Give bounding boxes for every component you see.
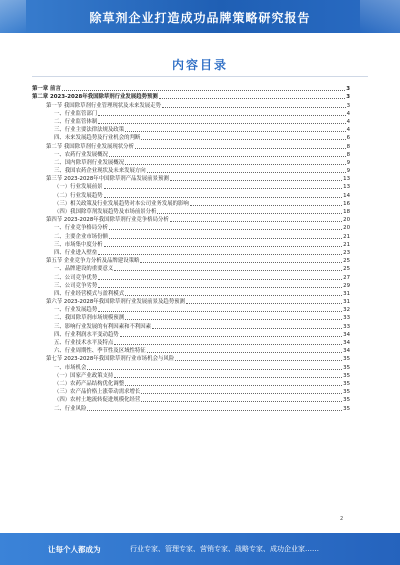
toc-entry-title: 第三节 2023-2028年中国除草剂产品发展前景预测: [46, 176, 169, 183]
toc-entry-title: 第五节 企业竞争力分析及品牌建设策略: [46, 258, 140, 265]
toc-entry[interactable]: [32, 166, 350, 174]
toc-entry-title: 二、行业监管体制: [54, 118, 98, 125]
toc-entry-title: 三、市场集中度分析: [54, 241, 103, 248]
toc-entry[interactable]: [32, 281, 350, 289]
toc-entry-title: 一、市场机会: [54, 364, 87, 371]
toc-entry[interactable]: [32, 338, 350, 346]
toc-leader-dots: [109, 155, 346, 157]
toc-entry-page: 3: [346, 94, 350, 101]
toc-entry[interactable]: [32, 379, 350, 387]
report-title: 除草剂企业打造成功品牌策略研究报告: [89, 11, 311, 25]
toc-entry-title: （二）行业发展趋势: [54, 192, 103, 199]
toc-entry[interactable]: [32, 133, 350, 141]
toc-entry-page: 13: [343, 184, 350, 191]
toc-entry-page: 21: [343, 233, 350, 240]
toc-entry-title: （三）农产品价格上涨带动需求增长: [54, 389, 141, 396]
toc-entry-title: （一）行业发展前景: [54, 184, 103, 191]
toc-entry[interactable]: [32, 141, 350, 149]
toc-heading: 内容目录: [171, 58, 228, 72]
toc-entry-page: 4: [346, 118, 350, 125]
toc-entry-page: 35: [343, 389, 350, 396]
toc-leader-dots: [147, 171, 346, 173]
toc-leader-dots: [98, 278, 342, 280]
toc-entry-title: 四、行业进入壁垒: [54, 249, 98, 256]
toc-entry-title: 二、国内除草剂行业发展概况: [54, 159, 125, 166]
toc-leader-dots: [175, 359, 342, 361]
toc-leader-dots: [141, 392, 342, 394]
toc-leader-dots: [125, 318, 342, 320]
toc-entry[interactable]: [32, 354, 350, 362]
toc-entry-page: 35: [343, 397, 350, 404]
toc-entry-page: 9: [346, 159, 350, 166]
toc-leader-dots: [190, 204, 342, 206]
toc-entry-page: 32: [343, 307, 350, 314]
toc-entry[interactable]: [32, 403, 350, 411]
toc-entry-page: 33: [343, 315, 350, 322]
toc-entry-page: 35: [343, 405, 350, 412]
toc-entry[interactable]: [32, 84, 350, 92]
toc-entry-page: 4: [346, 110, 350, 117]
toc-entry[interactable]: [32, 199, 350, 207]
toc-entry[interactable]: [32, 297, 350, 305]
toc-leader-dots: [125, 294, 342, 296]
toc-entry-title: 一、品牌建设的重要意义: [54, 266, 114, 273]
toc-leader-dots: [62, 89, 345, 91]
toc-entry[interactable]: [32, 362, 350, 370]
toc-leader-dots: [141, 400, 342, 402]
toc-entry[interactable]: [32, 313, 350, 321]
toc-entry-page: 35: [343, 364, 350, 371]
toc-leader-dots: [114, 269, 342, 271]
toc-leader-dots: [87, 409, 342, 411]
toc-entry-page: 31: [343, 299, 350, 306]
toc-entry-title: 一、行业发展趋势: [54, 307, 98, 314]
toc-entry-page: 34: [343, 340, 350, 346]
toc-entry[interactable]: [32, 248, 350, 256]
toc-entry-title: 第六节 2023-2028年我国除草剂行业发展前景及趋势预测: [46, 299, 185, 306]
toc-leader-dots: [157, 212, 342, 214]
toc-entry-title: （二）农药产品结构优化调整: [54, 380, 125, 387]
toc-entry-page: 35: [343, 372, 350, 379]
toc-entry-page: 31: [343, 290, 350, 297]
toc-leader-dots: [104, 196, 343, 198]
toc-entry-page: 35: [343, 380, 350, 387]
toc-leader-dots: [114, 376, 342, 378]
toc-entry[interactable]: [32, 174, 350, 182]
toc-leader-dots: [98, 114, 345, 116]
toc-entry-title: 二、行业风险: [54, 405, 87, 412]
toc-entry[interactable]: [32, 395, 350, 403]
toc-divider: [32, 76, 368, 77]
toc-entry-title: 第四节 2023-2028年我国除草剂行业竞争格局分析: [46, 217, 169, 224]
toc-entry-title: 三、我国农药企业现状及未来发展方向: [54, 168, 146, 175]
toc-leader-dots: [152, 327, 342, 329]
toc-entry[interactable]: [32, 346, 350, 354]
toc-leader-dots: [109, 228, 342, 230]
toc-entry-page: 3: [346, 86, 350, 93]
toc-entry[interactable]: [32, 100, 350, 108]
toc-entry-page: 23: [343, 249, 350, 256]
toc-leader-dots: [87, 368, 342, 370]
toc-entry[interactable]: [32, 109, 350, 117]
toc-leader-dots: [162, 106, 346, 108]
toc-entry-title: 四、未来发展趋势及行业机会的判断: [54, 135, 141, 142]
toc-entry[interactable]: [32, 231, 350, 239]
toc-entry-page: 35: [343, 356, 350, 363]
toc-entry-title: 一、行业监管部门: [54, 110, 98, 117]
page-header: [0, 0, 400, 33]
toc-leader-dots: [104, 245, 343, 247]
toc-entry-title: 二、主要企业市场份额: [54, 233, 108, 240]
toc-leader-dots: [98, 122, 345, 124]
toc-leader-dots: [114, 343, 342, 345]
toc-entry-page: 33: [343, 323, 350, 330]
toc-entry-page: 3: [346, 102, 350, 109]
toc-leader-dots: [170, 220, 342, 222]
toc-entry[interactable]: [32, 215, 350, 223]
toc-entry[interactable]: [32, 371, 350, 379]
toc-entry[interactable]: [32, 182, 350, 190]
toc-entry-page: 9: [346, 168, 350, 175]
toc-entry-title: 第二节 我国除草剂行业发展现状分析: [46, 143, 134, 150]
toc-entry-title: 第二章 2023-2028年我国除草剂行业发展趋势预测: [32, 94, 158, 101]
toc-entry[interactable]: [32, 264, 350, 272]
toc-entry-page: 21: [343, 241, 350, 248]
toc-entry-page: 18: [343, 209, 350, 215]
footer-slogan: 让每个人都成为: [48, 545, 101, 554]
toc-leader-dots: [147, 351, 342, 353]
toc-entry-title: （一）国家产业政策支持: [54, 372, 114, 379]
toc-leader-dots: [135, 147, 346, 149]
toc-entry[interactable]: [32, 240, 350, 248]
toc-entry-title: 四、行业经营模式与盈利模式: [54, 290, 125, 297]
toc-leader-dots: [98, 286, 342, 288]
toc-entry-title: 二、公司竞争优势: [54, 274, 98, 281]
toc-entry[interactable]: [32, 387, 350, 395]
toc-entry-title: （三）相关政策及行业发展趋势对本公司业务发展的影响: [54, 200, 189, 207]
toc-entry-page: 34: [343, 331, 350, 338]
toc-leader-dots: [140, 261, 342, 263]
toc-entry[interactable]: [32, 190, 350, 198]
toc-leader-dots: [125, 163, 345, 165]
toc-entry-page: 25: [343, 258, 350, 265]
toc-entry-page: 8: [346, 151, 350, 158]
toc-entry-title: 六、行业周期性、季节性及区域性特征: [54, 348, 146, 355]
toc-leader-dots: [120, 335, 342, 337]
toc-entry-title: 第一章 前言: [32, 86, 61, 93]
toc-entry[interactable]: [32, 305, 350, 313]
toc-entry-page: 6: [346, 135, 350, 142]
page-number: 2: [340, 516, 344, 522]
toc-entry[interactable]: [32, 330, 350, 338]
toc-entry-title: 一、行业竞争格局分析: [54, 225, 108, 232]
toc-entry-page: 16: [343, 200, 350, 207]
toc-leader-dots: [98, 310, 342, 312]
toc-entry-title: （四）我国除草剂发展趋势及市场前景分析: [54, 209, 157, 215]
toc-entry[interactable]: [32, 207, 350, 215]
toc-leader-dots: [141, 138, 345, 140]
toc-leader-dots: [104, 187, 343, 189]
toc-leader-dots: [159, 97, 345, 99]
toc-entry-title: （四）农村土地流转促进规模化经营: [54, 397, 141, 404]
toc-entry-title: 第一节 我国除草剂行业管理现状及未来发展走势: [46, 102, 161, 109]
toc-entry-page: 25: [343, 266, 350, 273]
toc-entry-page: 29: [343, 282, 350, 289]
toc-entry[interactable]: [32, 321, 350, 329]
toc-leader-dots: [125, 130, 345, 132]
toc-entry[interactable]: [32, 272, 350, 280]
toc-entry-title: 三、公司竞争劣势: [54, 282, 98, 289]
toc-entry[interactable]: [32, 125, 350, 133]
page-footer: [0, 533, 400, 565]
footer-tagline: 行业专家、管理专家、营销专家、战略专家、成功企业家……: [130, 545, 319, 553]
toc-entry-page: 34: [343, 348, 350, 355]
toc-entry[interactable]: [32, 150, 350, 158]
toc-entry[interactable]: [32, 256, 350, 264]
toc-entry-title: 五、行业技术水平及特点: [54, 340, 114, 346]
toc-leader-dots: [186, 302, 342, 304]
toc-leader-dots: [125, 384, 342, 386]
toc-entry[interactable]: [32, 289, 350, 297]
table-of-contents: [32, 84, 350, 412]
toc-entry[interactable]: [32, 158, 350, 166]
toc-entry-title: 三、影响行业发展的有利因素和不利因素: [54, 323, 152, 330]
toc-entry-page: 13: [343, 176, 350, 183]
toc-entry[interactable]: [32, 117, 350, 125]
toc-leader-dots: [98, 253, 342, 255]
toc-entry[interactable]: [32, 92, 350, 100]
toc-entry-title: 三、行业主要法律法规及政策: [54, 127, 125, 134]
toc-entry-page: 4: [346, 127, 350, 134]
toc-entry-page: 14: [343, 192, 350, 199]
toc-entry-page: 20: [343, 225, 350, 232]
toc-leader-dots: [170, 179, 342, 181]
toc-leader-dots: [109, 237, 342, 239]
toc-entry-title: 四、行业利润水平变动趋势: [54, 331, 119, 338]
toc-entry[interactable]: [32, 223, 350, 231]
toc-entry-page: 20: [343, 217, 350, 224]
toc-entry-title: 第七节 2023-2028年我国除草剂行业市场机会与风险: [46, 356, 175, 363]
toc-entry-title: 二、我国除草剂市场规模预测: [54, 315, 125, 322]
toc-entry-page: 27: [343, 274, 350, 281]
toc-entry-title: 一、农药行业发展概况: [54, 151, 108, 158]
toc-entry-page: 8: [346, 143, 350, 150]
